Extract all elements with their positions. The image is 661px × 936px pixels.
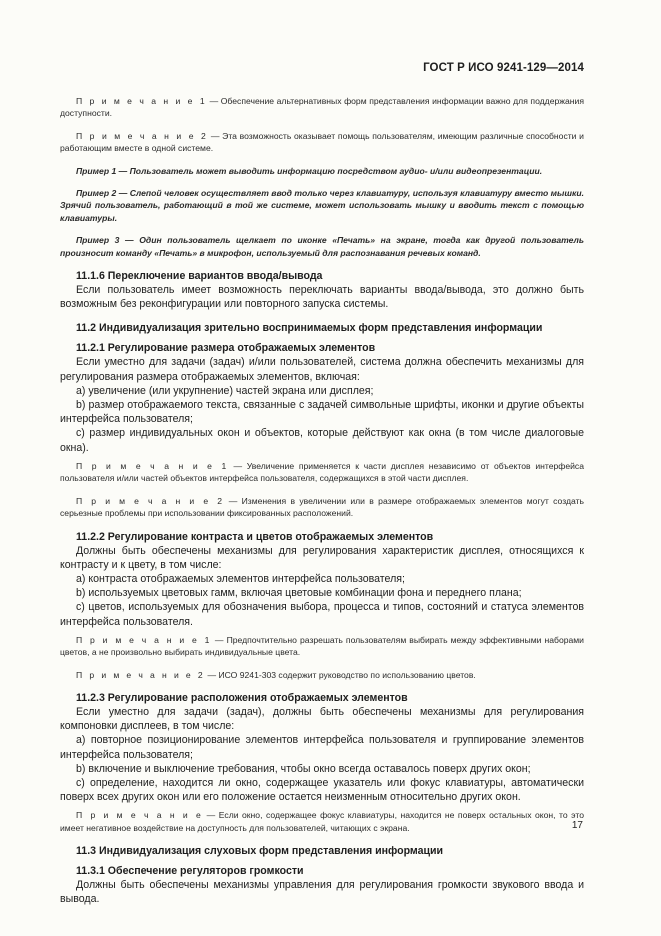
paragraph: Если пользователь имеет возможность переключать варианты ввода/вывода, это должно быть возможным без реконфигурации или повторного запуска системы. <box>60 284 584 311</box>
note-label: П р и м е ч а н и е 2 <box>76 495 225 506</box>
note-text: — Предпочтительно разрешать пользователям выбирать между эффективными наборами цветов, а не произвольно выбирать индивидуальные цвета. <box>60 634 584 658</box>
list-item: c) цветов, используемых для обозначения выбора, процесса и типов, состояний и статуса элементов интерфейса пользователя. <box>60 601 584 628</box>
heading-11-1-6: 11.1.6 Переключение вариантов ввода/вывода <box>76 270 323 283</box>
note-label: П р и м е ч а н и е 1 <box>76 460 229 471</box>
heading-11-3-1: 11.3.1 Обеспечение регуляторов громкости <box>76 865 304 878</box>
list-item: b) включение и выключение требования, чтобы окно всегда оставалось поверх других окон; <box>76 762 531 775</box>
list-item: b) используемых цветовых гамм, включая цветовые комбинации фона и переднего плана; <box>76 587 522 600</box>
paragraph: Должны быть обеспечены механизмы управления для регулирования громкости звукового ввода и вывода. <box>60 879 584 906</box>
note-text: — Обеспечение альтернативных форм представления информации важно для поддержания доступности. <box>60 96 584 119</box>
example-3: Пример 3 — Один пользователь щелкает по иконке «Печать» на экране, тогда как другой пользователь произносит команду «Печать» в микрофон, используемый для распознавания речевых команд. <box>60 235 584 258</box>
list-item: b) размер отображаемого текста, связанные с задачей символьные шрифты, иконки и другие объекты интерфейса пользователя; <box>60 399 584 426</box>
note <box>60 634 584 659</box>
note-label: П р и м е ч а н и е 2 <box>76 130 209 141</box>
heading-11-2-2: 11.2.2 Регулирование контраста и цветов отображаемых элементов <box>76 530 434 543</box>
page-number: 17 <box>571 820 583 831</box>
document-page <box>60 62 584 907</box>
document-code: ГОСТ Р ИСО 9241-129—2014 <box>423 62 584 74</box>
example-2: Пример 2 — Слепой человек осуществляет ввод только через клавиатуру, используя клавиатуру вместо мышки. Зрячий пользователь, работающий в той же системе, может использовать мышку и вводить текст с помощью клавиатуры. <box>60 188 584 223</box>
note <box>60 495 584 520</box>
heading-11-2-3: 11.2.3 Регулирование расположения отображаемых элементов <box>76 691 408 704</box>
note-label: П р и м е ч а н и е 1 <box>76 96 207 106</box>
list-item: a) увеличение (или укрупнение) частей экрана или дисплея; <box>76 384 374 397</box>
note-text: — Эта возможность оказывает помощь пользователям, имеющим различные способности и работающим вместе в одной системе. <box>60 130 584 154</box>
note-text: — Изменения в увеличении или в размере отображаемых элементов могут создать серьезные проблемы при использовании фиксированных расположений. <box>60 495 584 519</box>
note <box>60 95 584 120</box>
note-text: — Увеличение применяется к части дисплея независимо от объектов интерфейса пользователя и/или частей объектов интерфейса пользователя, содержащихся в этой части дисплея. <box>60 460 584 484</box>
note-label: П р и м е ч а н и е 2 <box>76 669 206 680</box>
list-item: c) размер индивидуальных окон и объектов, которые действуют как окна (в том числе диалоговые окна). <box>60 427 584 454</box>
heading-11-2: 11.2 Индивидуализация зрительно воспринимаемых форм представления информации <box>76 322 543 335</box>
note-text: — ИСО 9241-303 содержит руководство по использованию цветов. <box>205 669 476 680</box>
note <box>60 130 584 155</box>
paragraph: Если уместно для задачи (задач), должны быть обеспечены механизмы для регулирования компоновки дисплеев, в том числе: <box>60 705 584 733</box>
note <box>60 809 584 834</box>
note <box>60 460 584 485</box>
note-label: П р и м е ч а н и е 1 <box>76 634 212 645</box>
paragraph: Должны быть обеспечены механизмы для регулирования характеристик дисплея, относящихся к контрасту и к цвету, в том числе: <box>60 544 584 571</box>
note-label: П р и м е ч а н и е <box>76 810 204 821</box>
list-item: a) контраста отображаемых элементов интерфейса пользователя; <box>76 572 405 585</box>
note-text: — Если окно, содержащее фокус клавиатуры, находится не поверх остальных окон, то это имеет негативное воздействие на доступность для пользователей, читающих с экрана. <box>60 810 584 833</box>
example-1: Пример 1 — Пользователь может выводить информацию посредством аудио- и/или видеопрезентации. <box>76 165 543 176</box>
note <box>60 669 584 681</box>
heading-11-2-1: 11.2.1 Регулирование размера отображаемых элементов <box>76 342 376 355</box>
list-item: c) определение, находится ли окно, содержащее указатель или фокус клавиатуры, автоматически поверх всех других окон или его положение остается неизменным относительно других окон. <box>60 776 584 804</box>
heading-11-3: 11.3 Индивидуализация слуховых форм представления информации <box>76 845 444 858</box>
list-item: a) повторное позиционирование элементов интерфейса пользователя и группирование элементов интерфейса пользователя; <box>60 734 584 761</box>
paragraph: Если уместно для задачи (задач) и/или пользователей, система должна обеспечить механизмы для регулирования размера отображаемых элементов, включая: <box>60 356 584 383</box>
